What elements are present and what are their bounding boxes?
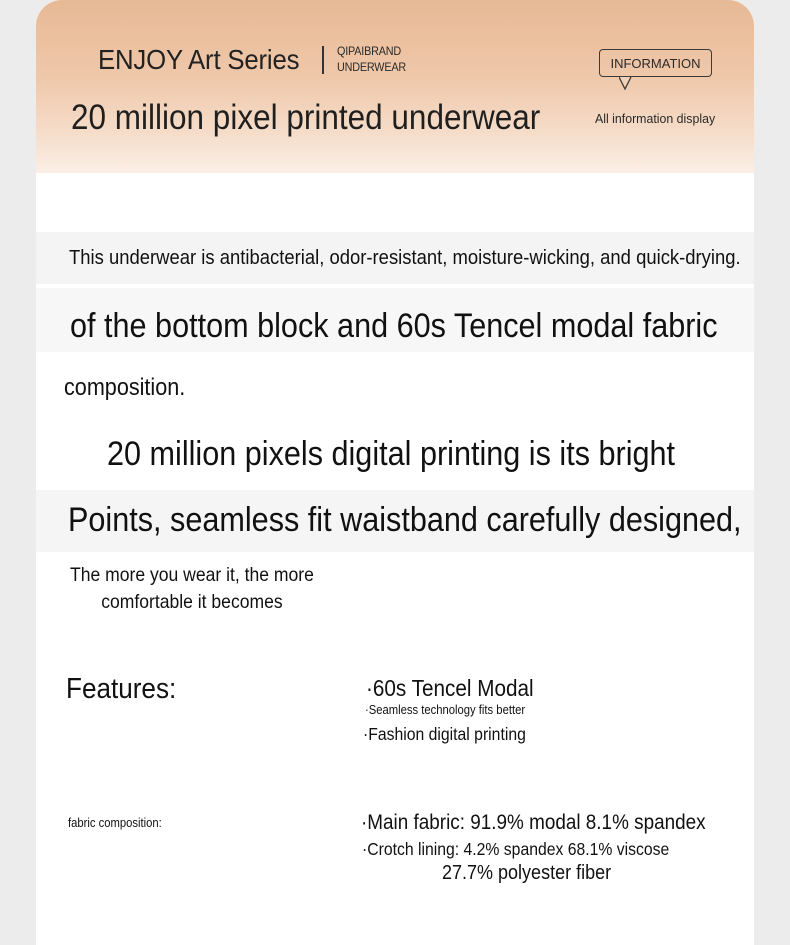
header-banner — [36, 0, 754, 173]
brand-line-2: UNDERWEAR — [337, 60, 406, 74]
series-title: ENJOY Art Series — [98, 44, 300, 75]
description-line: Points, seamless fit waistband carefully designed, — [68, 501, 742, 539]
divider — [322, 46, 324, 74]
feature-item: ·Seamless technology fits better — [365, 703, 526, 717]
fabric-item: 27.7% polyester fiber — [442, 862, 612, 884]
fabric-item: ·Crotch lining: 4.2% spandex 68.1% viscose — [362, 839, 670, 859]
fabric-heading: fabric composition: — [68, 816, 162, 830]
product-info-card — [36, 0, 754, 945]
description-line: This underwear is antibacterial, odor-resistant, moisture-wicking, and quick-drying. — [69, 246, 741, 269]
brand-name — [337, 43, 406, 75]
page-headline: 20 million pixel printed underwear — [71, 98, 541, 137]
description-line: comfortable it becomes — [101, 591, 283, 613]
description-closing — [70, 562, 314, 616]
feature-item: ·60s Tencel Modal — [366, 675, 534, 701]
description-line: composition. — [64, 374, 186, 401]
information-subtitle: All information display — [595, 111, 716, 126]
information-badge: INFORMATION — [599, 49, 712, 77]
feature-item: ·Fashion digital printing — [363, 724, 526, 744]
features-heading: Features: — [66, 673, 177, 705]
description-line: The more you wear it, the more — [70, 564, 314, 586]
speech-bubble-tail-icon — [619, 76, 633, 90]
brand-line-1: QIPAIBRAND — [337, 44, 402, 58]
fabric-item: ·Main fabric: 91.9% modal 8.1% spandex — [361, 811, 706, 834]
description-line: 20 million pixels digital printing is its bright — [107, 435, 676, 473]
description-line: of the bottom block and 60s Tencel modal fabric — [70, 307, 718, 345]
